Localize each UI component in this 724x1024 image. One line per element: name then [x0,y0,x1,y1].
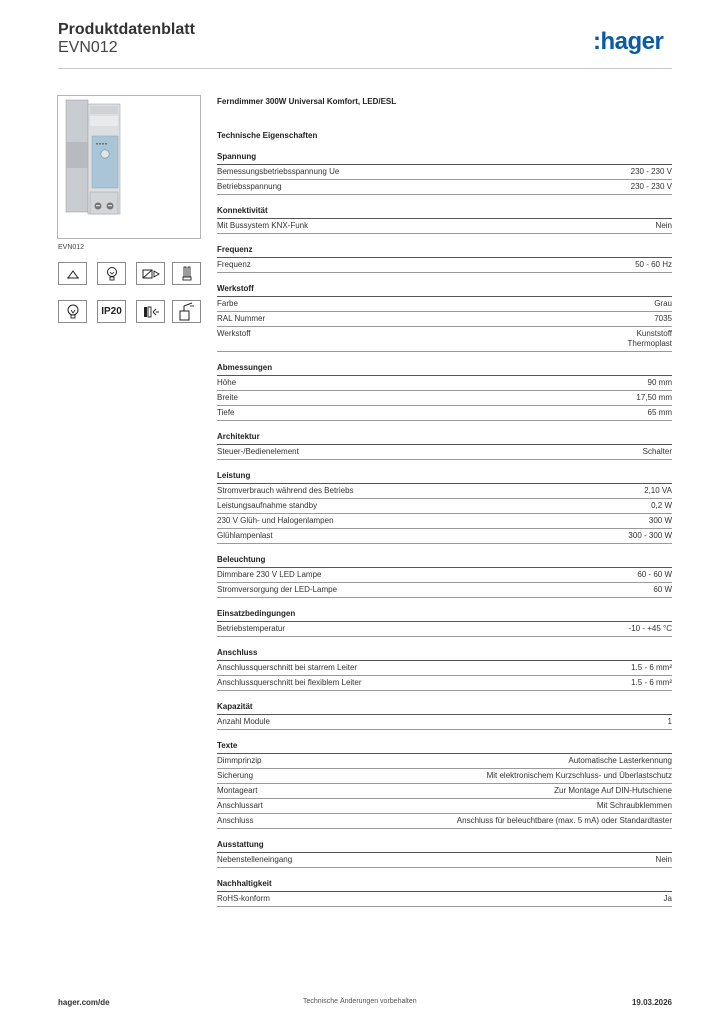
incandescent-lamp-icon [97,262,126,285]
product-image [57,95,201,239]
spec-section [217,205,672,234]
spec-section-title: Texte [217,740,672,754]
spec-label: Mit Bussystem KNX-Funk [217,221,309,230]
spec-row [217,327,672,352]
spec-value: 2,10 VA [644,486,672,495]
spec-section-title: Einsatzbedingungen [217,608,672,622]
spec-section-title: Ausstattung [217,839,672,853]
spec-label: Nebenstelleneingang [217,855,293,864]
spec-row [217,499,672,514]
spec-value: 0,2 W [651,501,672,510]
spec-row [217,406,672,421]
spec-section-title: Architektur [217,431,672,445]
spec-section [217,608,672,637]
spec-section-title: Beleuchtung [217,554,672,568]
led-bulb-icon [58,300,87,323]
spec-value: 300 - 300 W [628,531,672,540]
spec-label: Farbe [217,299,238,308]
spec-value: 60 W [653,585,672,594]
spec-label: Anschlussart [217,801,263,810]
spec-label: Werkstoff [217,329,251,338]
spec-value: Kunststoff Thermoplast [627,329,672,348]
spec-row [217,769,672,784]
technical-data [217,97,672,917]
spec-value: Mit elektronischem Kurzschluss- und Überlastschutz [486,771,672,780]
spec-label: Anschluss [217,816,254,825]
spec-label: Bemessungsbetriebsspannung Ue [217,167,340,176]
spec-label: Frequenz [217,260,251,269]
spec-section [217,470,672,544]
spec-value: 60 - 60 W [637,570,672,579]
spec-row [217,180,672,195]
spec-label: Anschlussquerschnitt bei flexiblem Leiter [217,678,362,687]
spec-label: Steuer-/Bedienelement [217,447,299,456]
spec-label: Glühlampenlast [217,531,273,540]
spec-value: 90 mm [647,378,672,387]
spec-section [217,244,672,273]
spec-row [217,715,672,730]
din-rail-mount-icon [136,300,165,323]
spec-value: Grau [654,299,672,308]
spec-label: Stromversorgung der LED-Lampe [217,585,338,594]
spec-label: 230 V Glüh- und Halogenlampen [217,516,334,525]
spec-section-title: Frequenz [217,244,672,258]
spec-section [217,647,672,691]
spec-label: Leistungsaufnahme standby [217,501,318,510]
spec-section [217,151,672,195]
spec-value: Zur Montage Auf DIN-Hutschiene [554,786,672,795]
footer-date: 19.03.2026 [631,998,672,1007]
spec-section [217,362,672,421]
spec-section [217,701,672,730]
dimmer-symbol-icon [58,262,87,285]
header-divider [58,68,672,69]
footer-website: hager.com/de [58,998,110,1007]
spec-row [217,529,672,544]
spec-label: Dimmprinzip [217,756,262,765]
spec-section [217,878,672,907]
spec-row [217,297,672,312]
spec-value: 50 - 60 Hz [635,260,672,269]
pushbutton-control-icon [172,300,201,323]
spec-row [217,258,672,273]
spec-section [217,283,672,352]
spec-row [217,165,672,180]
spec-value: -10 - +45 °C [628,624,672,633]
svg-text::hager: :hager [593,28,664,55]
spec-value: 65 mm [647,408,672,417]
spec-value: Schalter [642,447,672,456]
spec-value: Mit Schraubklemmen [596,801,672,810]
spec-section [217,431,672,460]
spec-row [217,799,672,814]
spec-row [217,391,672,406]
spec-section-title: Konnektivität [217,205,672,219]
spec-row [217,514,672,529]
spec-value: 230 - 230 V [630,167,672,176]
spec-row [217,568,672,583]
spec-value: 1.5 - 6 mm² [631,663,672,672]
product-code: EVN012 [58,39,118,56]
spec-row [217,583,672,598]
spec-row [217,622,672,637]
spec-row [217,219,672,234]
spec-value: Ja [663,894,672,903]
spec-section [217,839,672,868]
spec-value: 1.5 - 6 mm² [631,678,672,687]
spec-label: Sicherung [217,771,254,780]
spec-value: 17,50 mm [636,393,672,402]
spec-section-title: Nachhaltigkeit [217,878,672,892]
product-caption: EVN012 [58,244,85,251]
spec-row [217,661,672,676]
fluorescent-tube-icon [172,262,201,285]
spec-value: 7035 [654,314,672,323]
spec-section-title: Anschluss [217,647,672,661]
spec-value: Nein [655,221,672,230]
spec-label: RAL Nummer [217,314,266,323]
page-title: Produktdatenblatt [58,21,195,38]
spec-section-title: Kapazität [217,701,672,715]
spec-label: Höhe [217,378,237,387]
technical-properties-heading: Technische Eigenschaften [217,131,318,140]
spec-label: Breite [217,393,238,402]
spec-label: Stromverbrauch während des Betriebs [217,486,354,495]
spec-row [217,784,672,799]
spec-label: Anzahl Module [217,717,270,726]
ip20-rating: IP20 [97,300,126,323]
spec-section [217,554,672,598]
spec-value: 300 W [648,516,672,525]
spec-label: Montageart [217,786,258,795]
spec-label: Betriebsspannung [217,182,282,191]
spec-row [217,853,672,868]
spec-section-title: Spannung [217,151,672,165]
spec-row [217,676,672,691]
spec-row [217,814,672,829]
spec-sections [217,151,672,907]
spec-value: Automatische Lasterkennung [568,756,672,765]
spec-label: RoHS-konform [217,894,270,903]
transformer-icon [136,262,165,285]
spec-value: Nein [655,855,672,864]
spec-value: 1 [667,717,672,726]
spec-row [217,892,672,907]
hager-logo [593,28,675,56]
spec-row [217,376,672,391]
spec-section-title: Abmessungen [217,362,672,376]
spec-label: Betriebstemperatur [217,624,286,633]
spec-row [217,754,672,769]
spec-section-title: Leistung [217,470,672,484]
spec-row [217,445,672,460]
footer-disclaimer: Technische Änderungen vorbehalten [303,998,417,1005]
spec-section-title: Werkstoff [217,283,672,297]
product-name: Ferndimmer 300W Universal Komfort, LED/ESL [217,97,397,106]
spec-section [217,740,672,829]
spec-value: 230 - 230 V [630,182,672,191]
spec-label: Anschlussquerschnitt bei starrem Leiter [217,663,358,672]
spec-label: Dimmbare 230 V LED Lampe [217,570,322,579]
spec-row [217,312,672,327]
spec-label: Tiefe [217,408,235,417]
spec-row [217,484,672,499]
spec-value: Anschluss für beleuchtbare (max. 5 mA) oder Standardtaster [456,816,672,825]
